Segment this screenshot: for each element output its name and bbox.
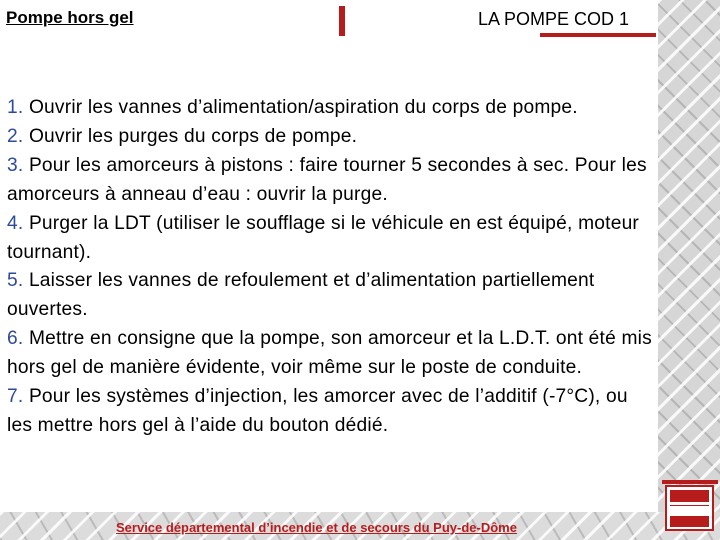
title-divider (339, 6, 345, 36)
logo-band-middle (670, 505, 709, 517)
step-item (7, 152, 655, 210)
step-item (7, 94, 655, 123)
step-item (7, 383, 655, 441)
diamond-plate-texture (658, 0, 720, 540)
page-title: LA POMPE COD 1 (478, 9, 630, 29)
step-text: Pour les amorceurs à pistons : faire tourner 5 secondes à sec. Pour les amorceurs à anneau d’eau : ouvrir la purge. (7, 154, 647, 205)
step-item (7, 210, 655, 268)
logo-band-top (670, 490, 709, 502)
step-number: 2. (7, 125, 24, 147)
step-item (7, 325, 655, 383)
step-text: Ouvrir les purges du corps de pompe. (28, 125, 358, 147)
step-item (7, 123, 655, 152)
sdis-logo-icon (665, 485, 714, 531)
procedure-steps (7, 94, 655, 441)
step-text: Ouvrir les vannes d’alimentation/aspiration du corps de pompe. (28, 97, 578, 118)
title-underline (540, 33, 656, 37)
step-number: 4. (7, 212, 24, 234)
step-item (7, 267, 655, 325)
footer-organization: Service départemental d’incendie et de secours du Puy-de-Dôme (116, 520, 517, 535)
step-number: 7. (7, 386, 24, 408)
step-text: Mettre en consigne que la pompe, son amorceur et la L.D.T. ont été mis hors gel de manière évidente, voir même sur le poste de conduite. (7, 328, 652, 379)
step-number: 6. (7, 328, 24, 350)
step-number: 1. (7, 97, 24, 118)
step-text: Laisser les vannes de refoulement et d’alimentation partiellement ouvertes. (7, 270, 595, 321)
step-number: 3. (7, 154, 24, 176)
logo-caption-bar (662, 480, 718, 484)
step-number: 5. (7, 270, 24, 292)
logo-band-bottom (670, 517, 709, 527)
step-text: Pour les systèmes d’injection, les amorcer avec de l’additif (-7°C), ou les mettre hors gel à l’aide du bouton dédié. (7, 386, 628, 436)
step-text: Purger la LDT (utiliser le soufflage si le véhicule en est équipé, moteur tournant). (7, 212, 640, 263)
section-title: Pompe hors gel (6, 8, 134, 27)
